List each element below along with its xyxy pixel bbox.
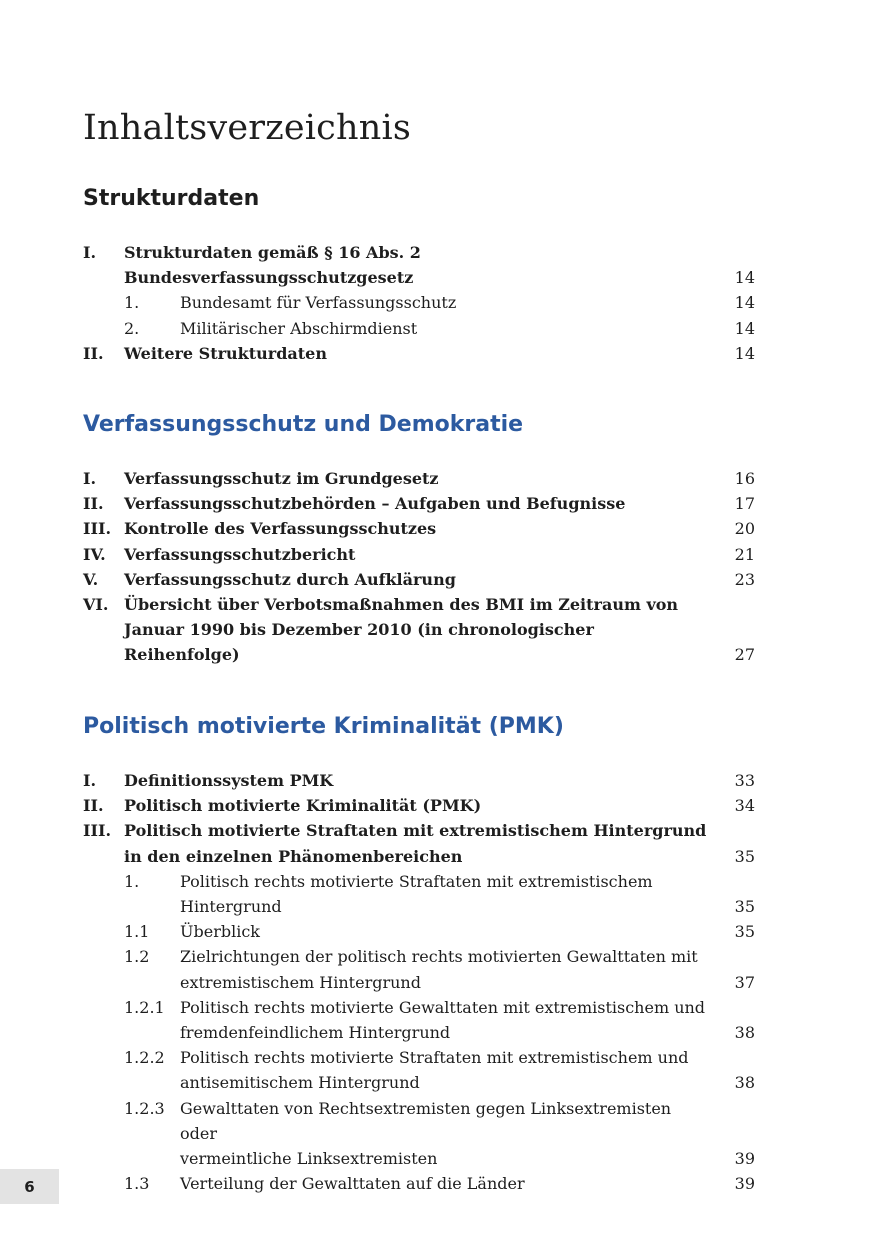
toc-entry[interactable] bbox=[83, 240, 755, 290]
toc-entry-title: Bundesamt für Verfassungsschutz bbox=[180, 293, 457, 313]
toc-entry[interactable] bbox=[83, 592, 755, 668]
toc-entry[interactable] bbox=[83, 944, 755, 994]
toc-entry[interactable] bbox=[83, 516, 755, 541]
toc-entry[interactable] bbox=[83, 567, 755, 592]
toc-entry-number: 1.2.1 bbox=[124, 997, 165, 1017]
toc-entry[interactable] bbox=[83, 491, 755, 516]
toc-entry-title: Weitere Strukturdaten bbox=[124, 343, 327, 363]
toc-entry-number: III. bbox=[83, 821, 112, 841]
toc-entry-title: Verfassungsschutzbehörden – Aufgaben und Befugnisse bbox=[124, 494, 626, 514]
toc-entry-title: Gewalttaten von Rechtsextremisten gegen Linksextremisten oder vermeintliche Linksextremisten bbox=[180, 1098, 672, 1169]
toc-entry[interactable] bbox=[83, 919, 755, 944]
toc-entry-page: 14 bbox=[734, 318, 755, 338]
toc-entry-number: 1.2.2 bbox=[124, 1048, 165, 1068]
toc-entry-number: 1. bbox=[124, 871, 140, 891]
toc-entry-title: Militärischer Abschirmdienst bbox=[180, 318, 418, 338]
toc-entry-page: 20 bbox=[734, 519, 755, 539]
toc-entry-page: 38 bbox=[734, 1073, 755, 1093]
toc-section-pmk bbox=[83, 713, 755, 1196]
toc-entry-page: 39 bbox=[734, 1149, 755, 1169]
toc-entry-title: Übersicht über Verbotsmaßnahmen des BMI im Zeitraum von Januar 1990 bis Dezember 2010 (in chronologischer Reihenfolge) bbox=[124, 595, 679, 665]
toc-section-verfassungsschutz-demokratie bbox=[83, 411, 755, 668]
toc-entry[interactable] bbox=[83, 1171, 755, 1196]
page-number: 6 bbox=[0, 1169, 59, 1204]
toc-entry[interactable] bbox=[83, 995, 755, 1045]
toc-entry-page: 14 bbox=[734, 268, 755, 288]
toc-entry-page: 37 bbox=[734, 972, 755, 992]
toc-entry-number: II. bbox=[83, 796, 104, 816]
toc-entry-title: Politisch motivierte Straftaten mit extremistischem Hintergrund in den einzelnen Phänomenbereichen bbox=[124, 821, 707, 866]
toc-entry-title: Politisch motivierte Kriminalität (PMK) bbox=[124, 796, 482, 816]
toc-entry-page: 17 bbox=[734, 494, 755, 514]
toc-entry-number: 1.3 bbox=[124, 1174, 150, 1194]
toc-entry-page: 27 bbox=[734, 645, 755, 665]
toc-entry-page: 16 bbox=[734, 469, 755, 488]
toc-entry-page: 39 bbox=[734, 1174, 755, 1194]
toc-entry-page: 23 bbox=[734, 569, 755, 589]
toc-entry-title: Verteilung der Gewalttaten auf die Länder bbox=[180, 1174, 525, 1194]
toc-entry-title: Kontrolle des Verfassungsschutzes bbox=[124, 519, 437, 539]
toc-entry-title: Politisch rechts motivierte Gewalttaten mit extremistischem und fremdenfeindlichem Hintergrund bbox=[180, 997, 706, 1043]
toc-entry-title: Verfassungsschutz im Grundgesetz bbox=[124, 469, 439, 488]
toc-entry-number: V. bbox=[83, 569, 99, 589]
toc-entry[interactable] bbox=[83, 341, 755, 366]
section-heading: Strukturdaten bbox=[83, 186, 260, 211]
toc-entry[interactable] bbox=[83, 793, 755, 818]
toc-entry-number: IV. bbox=[83, 544, 106, 564]
toc-entry[interactable] bbox=[83, 1045, 755, 1095]
toc-entry-page: 35 bbox=[734, 846, 755, 866]
toc-entry[interactable] bbox=[83, 542, 755, 567]
toc-entry-number: 1. bbox=[124, 293, 140, 313]
toc-entry-number: VI. bbox=[83, 595, 109, 615]
toc-entry[interactable] bbox=[83, 768, 755, 793]
toc-entry-page: 35 bbox=[734, 922, 755, 942]
toc-entry-number: I. bbox=[83, 771, 97, 790]
toc-entry-number: II. bbox=[83, 494, 104, 514]
toc-entry-page: 14 bbox=[734, 293, 755, 313]
toc-entry-page: 14 bbox=[734, 343, 755, 363]
toc-entry-number: I. bbox=[83, 469, 97, 488]
toc-entry-number: 2. bbox=[124, 318, 140, 338]
toc-entry-page: 38 bbox=[734, 1023, 755, 1043]
section-heading: Politisch motivierte Kriminalität (PMK) bbox=[83, 714, 564, 739]
toc-entry-number: II. bbox=[83, 343, 104, 363]
toc-entry-number: 1.2 bbox=[124, 947, 150, 967]
toc-entry-number: 1.1 bbox=[124, 922, 150, 942]
toc-entry-title: Politisch rechts motivierte Straftaten mit extremistischem Hintergrund bbox=[180, 871, 653, 917]
toc-section-strukturdaten bbox=[83, 185, 755, 366]
toc-entry-title: Strukturdaten gemäß § 16 Abs. 2 Bundesverfassungsschutzgesetz bbox=[124, 243, 421, 288]
page-title: Inhaltsverzeichnis bbox=[83, 108, 411, 148]
toc-entry-page: 33 bbox=[734, 771, 755, 790]
toc-entry-title: Definitionssystem PMK bbox=[124, 771, 334, 790]
toc-entry-page: 35 bbox=[734, 897, 755, 917]
toc-entry-title: Zielrichtungen der politisch rechts motivierten Gewalttaten mit extremistischem Hintergrund bbox=[180, 947, 698, 992]
toc-entry[interactable] bbox=[83, 818, 755, 868]
toc-entry-number: III. bbox=[83, 519, 112, 539]
toc-entry-title: Verfassungsschutzbericht bbox=[124, 544, 356, 564]
toc-entry-page: 34 bbox=[734, 796, 755, 816]
toc-entry-title: Überblick bbox=[180, 922, 260, 942]
toc-entry-number: I. bbox=[83, 243, 97, 262]
toc-entry-title: Verfassungsschutz durch Aufklärung bbox=[124, 569, 456, 589]
toc-entry[interactable] bbox=[83, 1096, 755, 1172]
toc-entry[interactable] bbox=[83, 316, 755, 341]
toc-entry[interactable] bbox=[83, 869, 755, 919]
section-heading: Verfassungsschutz und Demokratie bbox=[83, 412, 524, 437]
toc-entry-number: 1.2.3 bbox=[124, 1098, 165, 1118]
toc-entry-title: Politisch rechts motivierte Straftaten mit extremistischem und antisemitischem Hintergrund bbox=[180, 1048, 689, 1093]
toc-entry-page: 21 bbox=[734, 544, 755, 564]
toc-entry[interactable] bbox=[83, 466, 755, 491]
toc-entry[interactable] bbox=[83, 290, 755, 315]
